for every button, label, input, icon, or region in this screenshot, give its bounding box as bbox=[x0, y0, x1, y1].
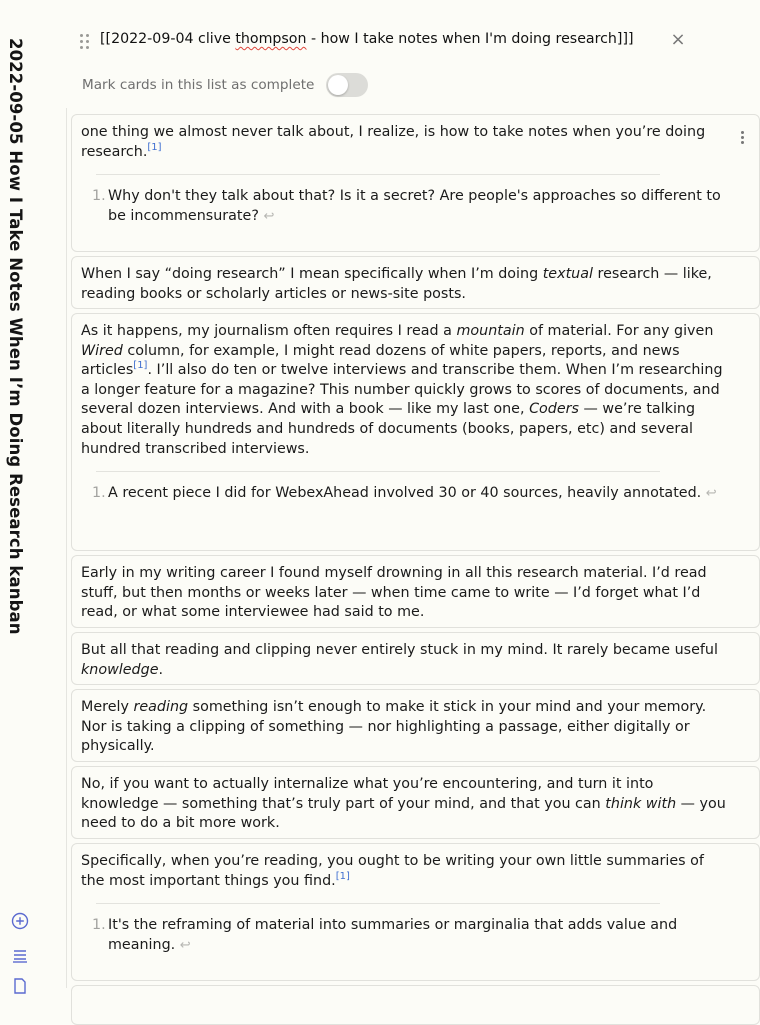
card[interactable] bbox=[71, 843, 760, 981]
footnote-separator bbox=[96, 471, 660, 472]
card-text: Merely reading something isn’t enough to make it stick in your mind and your memory. Nor is taking a clipping of something — nor highlighting a passage, either digitally or physically. bbox=[81, 699, 707, 755]
footnote-separator bbox=[96, 174, 660, 175]
misspelled-word: thompson bbox=[235, 31, 307, 47]
toggle-knob bbox=[328, 75, 348, 95]
footnote-separator bbox=[96, 903, 660, 904]
toggle-label: Mark cards in this list as complete bbox=[82, 77, 315, 93]
card-list bbox=[66, 108, 726, 988]
close-icon[interactable]: × bbox=[670, 29, 686, 50]
footnote-ref[interactable]: [1] bbox=[133, 360, 148, 372]
drag-handle-icon[interactable] bbox=[80, 34, 92, 50]
return-arrow-icon[interactable]: ↩ bbox=[263, 208, 275, 224]
board-title: 2022-09-05 How I Take Notes When I’m Doing Research kanban bbox=[6, 38, 25, 635]
footnote: 1. Why don't they talk about that? Is it a secret? Are people's approaches so different to be incommensurate? ↩ bbox=[92, 188, 721, 224]
card[interactable] bbox=[71, 114, 760, 252]
footnote-ref[interactable]: [1] bbox=[147, 141, 162, 153]
complete-toggle[interactable] bbox=[326, 73, 368, 97]
footnote: 1. A recent piece I did for WebexAhead involved 30 or 40 sources, heavily annotated. ↩ bbox=[92, 485, 717, 502]
list-icon[interactable] bbox=[10, 945, 30, 965]
card[interactable] bbox=[71, 632, 760, 685]
card-text: But all that reading and clipping never entirely stuck in my mind. It rarely became useful knowledge. bbox=[81, 642, 718, 678]
list-header bbox=[80, 28, 690, 56]
plus-circle-icon[interactable] bbox=[10, 911, 30, 931]
complete-toggle-row bbox=[82, 72, 368, 98]
card-text: When I say “doing research” I mean specifically when I’m doing textual research — like, reading books or scholarly articles or news-site posts. bbox=[81, 266, 712, 302]
footnote-ref[interactable]: [1] bbox=[335, 870, 350, 882]
left-rail bbox=[0, 0, 40, 988]
page-icon[interactable] bbox=[10, 976, 30, 996]
card[interactable] bbox=[71, 689, 760, 762]
card[interactable] bbox=[71, 766, 760, 839]
card-text: Specifically, when you’re reading, you ought to be writing your own little summaries of the most important things you find.[1] bbox=[81, 853, 704, 889]
card-text: Early in my writing career I found myself drowning in all this research material. I’d read stuff, but then months or weeks later — when time came to write — I’d forget what I’d read, or what some interviewee had said to me. bbox=[81, 565, 707, 621]
card[interactable] bbox=[71, 256, 760, 309]
card[interactable] bbox=[71, 313, 760, 551]
card[interactable] bbox=[71, 555, 760, 628]
card-text: As it happens, my journalism often requires I read a mountain of material. For any given Wired column, for example, I might read dozens of white papers, reports, and news articles[1]. I’ll also do ten or twelve interviews and transcribe them. When I’m researching a longer feature for a magazine? This number quickly grows to scores of documents, and several dozen interviews. And with a book — like my last one, Coders — we’re talking about literally hundreds and hundreds of documents (books, papers, etc) and several hundred transcribed interviews. bbox=[81, 323, 723, 457]
return-arrow-icon[interactable]: ↩ bbox=[179, 937, 191, 953]
list-title[interactable]: [[2022-09-04 clive thompson - how I take notes when I'm doing research]]] bbox=[100, 31, 634, 47]
return-arrow-icon[interactable]: ↩ bbox=[705, 486, 717, 502]
card[interactable] bbox=[71, 985, 760, 1025]
card-text: one thing we almost never talk about, I realize, is how to take notes when you’re doing research.[1] bbox=[81, 124, 706, 160]
list-divider bbox=[66, 108, 67, 988]
footnote: 1. It's the reframing of material into summaries or marginalia that adds value and meaning. ↩ bbox=[92, 917, 678, 953]
more-options-icon[interactable] bbox=[741, 131, 745, 145]
card-text: No, if you want to actually internalize what you’re encountering, and turn it into knowledge — something that’s truly part of your mind, and that you can think with — you need to do a bit more work. bbox=[81, 776, 726, 832]
